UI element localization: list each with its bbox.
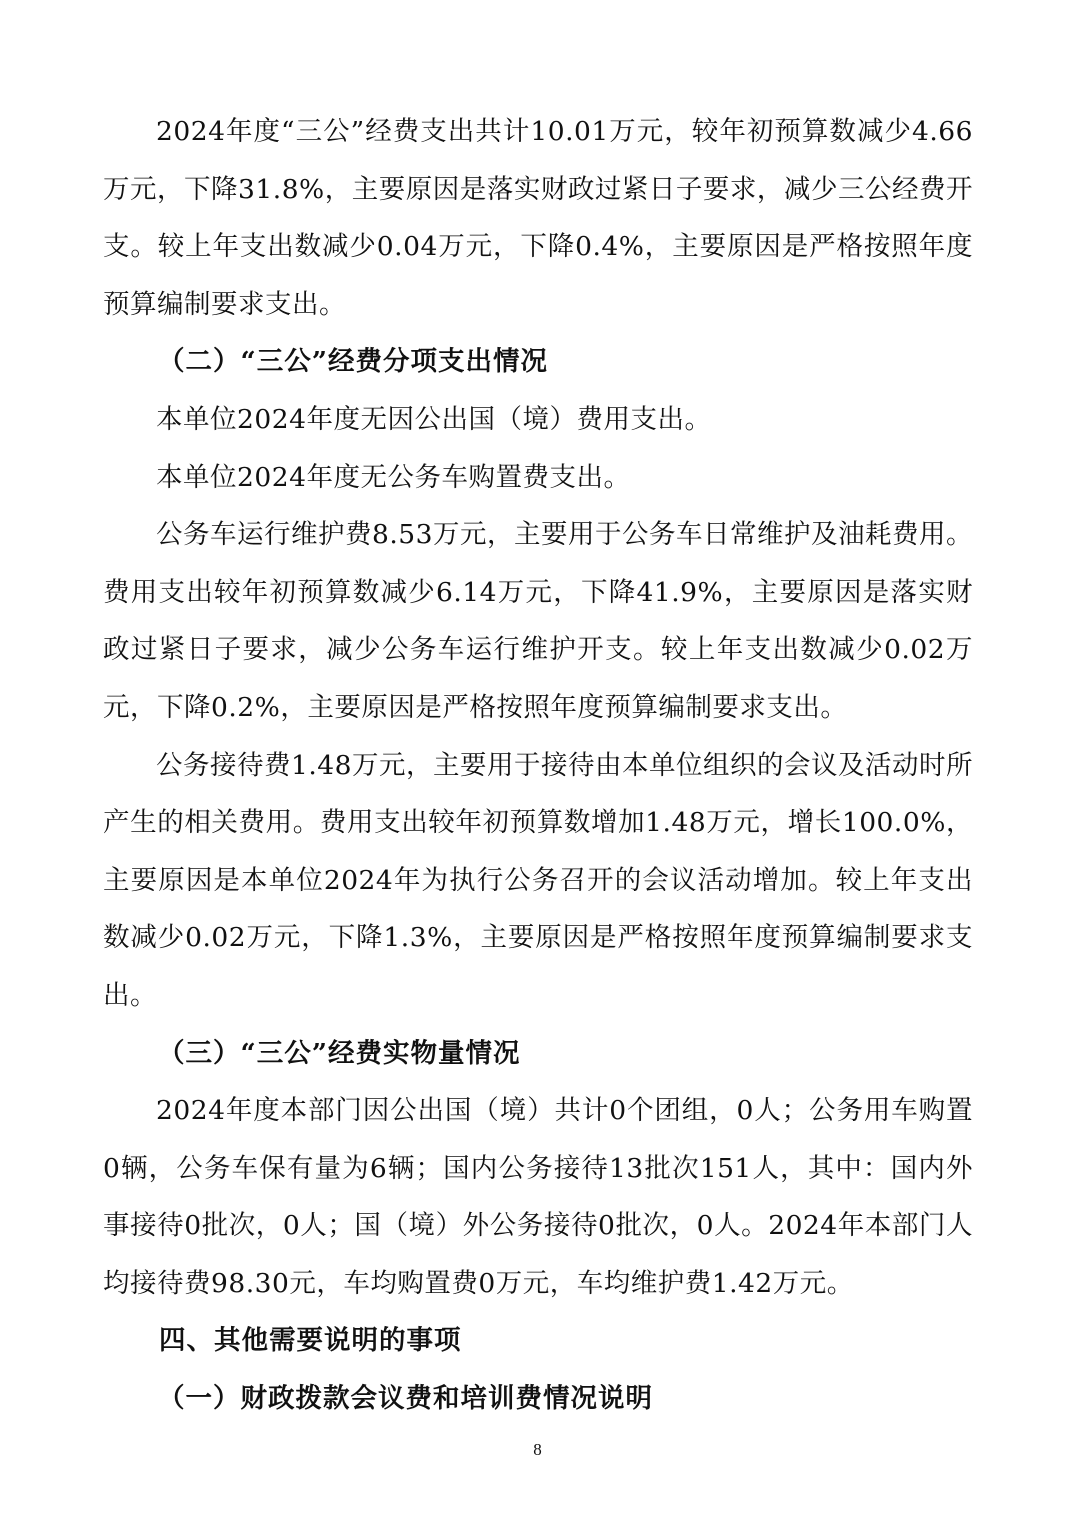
paragraph-vehicle-maintenance: 公务车运行维护费8.53万元，主要用于公务车日常维护及油耗费用。费用支出较年初预算数减少6.14万元，下降41.9%，主要原因是落实财政过紧日子要求，减少公务车运行维护开支。较上年支出数减少0.02万元，下降0.2%，主要原因是严格按照年度预算编制要求支出。 — [103, 519, 974, 723]
paragraph-overseas-travel: 本单位2024年度无因公出国（境）费用支出。 — [156, 403, 712, 435]
paragraph-official-reception: 公务接待费1.48万元，主要用于接待由本单位组织的会议及活动时所产生的相关费用。费用支出较年初预算数增加1.48万元，增长100.0%，主要原因是本单位2024年为执行公务召开的会议活动增加。较上年支出数减少0.02万元，下降1.3%，主要原因是严格按照年度预算编制要求支出。 — [103, 749, 974, 1011]
paragraph-vehicle-purchase: 本单位2024年度无公务车购置费支出。 — [156, 461, 631, 493]
document-body — [103, 103, 973, 1428]
section-heading-physical-quantity: （三）“三公”经费实物量情况 — [158, 1037, 521, 1069]
paragraph-physical-quantity: 2024年度本部门因公出国（境）共计0个团组，0人；公务用车购置0辆，公务车保有量为6辆；国内公务接待13批次151人，其中：国内外事接待0批次，0人；国（境）外公务接待0批次，0人。2024年本部门人均接待费98.30元，车均购置费0万元，车均维护费1.42万元。 — [103, 1095, 973, 1299]
paragraph-three-public-total: 2024年度“三公”经费支出共计10.01万元，较年初预算数减少4.66万元，下降31.8%，主要原因是落实财政过紧日子要求，减少三公经费开支。较上年支出数减少0.04万元，下降0.4%，主要原因是严格按照年度预算编制要求支出。 — [103, 116, 973, 320]
section-heading-meeting-training: （一）财政拨款会议费和培训费情况说明 — [158, 1383, 653, 1415]
section-heading-other-matters: 四、其他需要说明的事项 — [159, 1325, 462, 1357]
section-heading-itemized-expenses: （二）“三公”经费分项支出情况 — [158, 346, 548, 378]
page-number: 8 — [533, 1440, 542, 1459]
